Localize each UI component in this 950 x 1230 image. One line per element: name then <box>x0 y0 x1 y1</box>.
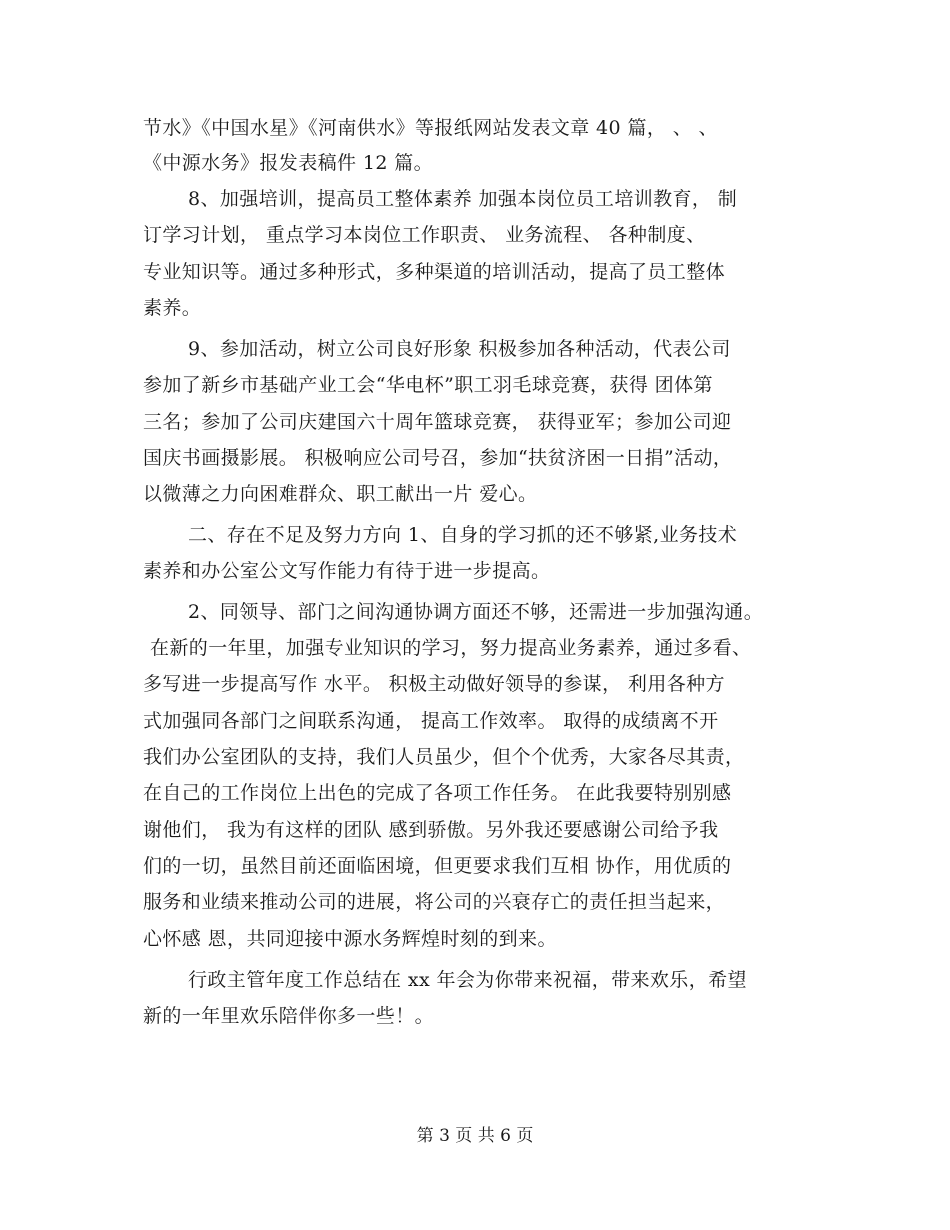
text-line: 我们办公室团队的支持，我们人员虽少，但个个优秀，大家各尽其责， <box>143 746 745 768</box>
text-line: 行政主管年度工作总结在 xx 年会为你带来祝福，带来欢乐，希望 <box>188 969 747 991</box>
text-line: 节水》《中国水星》《河南供水》等报纸网站发表文章 40 篇， 、 、 <box>143 117 718 139</box>
text-line: 订学习计划， 重点学习本岗位工作职责、 业务流程、 各种制度、 <box>143 224 706 246</box>
text-line: 8、加强培训，提高员工整体素养 加强本岗位员工培训教育， 制 <box>188 188 738 210</box>
text-line: 式加强同各部门之间联系沟通， 提高工作效率。 取得的成绩离不开 <box>143 710 719 732</box>
text-line: 服务和业绩来推动公司的进展，将公司的兴衰存亡的责任担当起来， <box>143 891 726 913</box>
text-line: 素养和办公室公文写作能力有待于进一步提高。 <box>143 560 551 582</box>
text-line: 在新的一年里，加强专业知识的学习，努力提高业务素养，通过多看、 <box>150 637 752 659</box>
page-footer: 第 3 页 共 6 页 <box>416 1126 534 1146</box>
text-line: 9、参加活动，树立公司良好形象 积极参加各种活动，代表公司 <box>188 338 731 360</box>
text-line: 《中源水务》报发表稿件 12 篇。 <box>143 152 434 174</box>
text-line: 国庆书画摄影展。 积极响应公司号召，参加“扶贫济困一日捐”活动， <box>143 447 733 469</box>
text-line: 心怀感 恩，共同迎接中源水务辉煌时刻的到来。 <box>143 928 557 950</box>
text-line: 新的一年里欢乐陪伴你多一些！。 <box>143 1005 435 1027</box>
text-line: 参加了新乡市基础产业工会“华电杯”职工羽毛球竞赛，获得 团体第 <box>143 374 713 396</box>
text-line: 谢他们， 我为有这样的团队 感到骄傲。另外我还要感谢公司给予我 <box>143 819 719 841</box>
text-line: 素养。 <box>143 297 202 319</box>
text-line: 多写进一步提高写作 水平。 积极主动做好领导的参谋， 利用各种方 <box>143 673 725 695</box>
text-line: 2、同领导、部门之间沟通协调方面还不够，还需进一步加强沟通。 <box>188 601 764 623</box>
text-line: 们的一切，虽然目前还面临困境，但更要求我们互相 协作，用优质的 <box>143 855 732 877</box>
text-line: 三名；参加了公司庆建国六十周年篮球竞赛， 获得亚军；参加公司迎 <box>143 411 732 433</box>
text-line: 二、存在不足及努力方向 1、自身的学习抓的还不够紧,业务技术 <box>188 524 738 546</box>
text-line: 专业知识等。通过多种形式，多种渠道的培训活动，提高了员工整体 <box>143 261 726 283</box>
text-line: 在自己的工作岗位上出色的完成了各项工作任务。 在此我要特别别感 <box>143 782 732 804</box>
text-line: 以微薄之力向困难群众、职工献出一片 爱心。 <box>143 483 538 505</box>
